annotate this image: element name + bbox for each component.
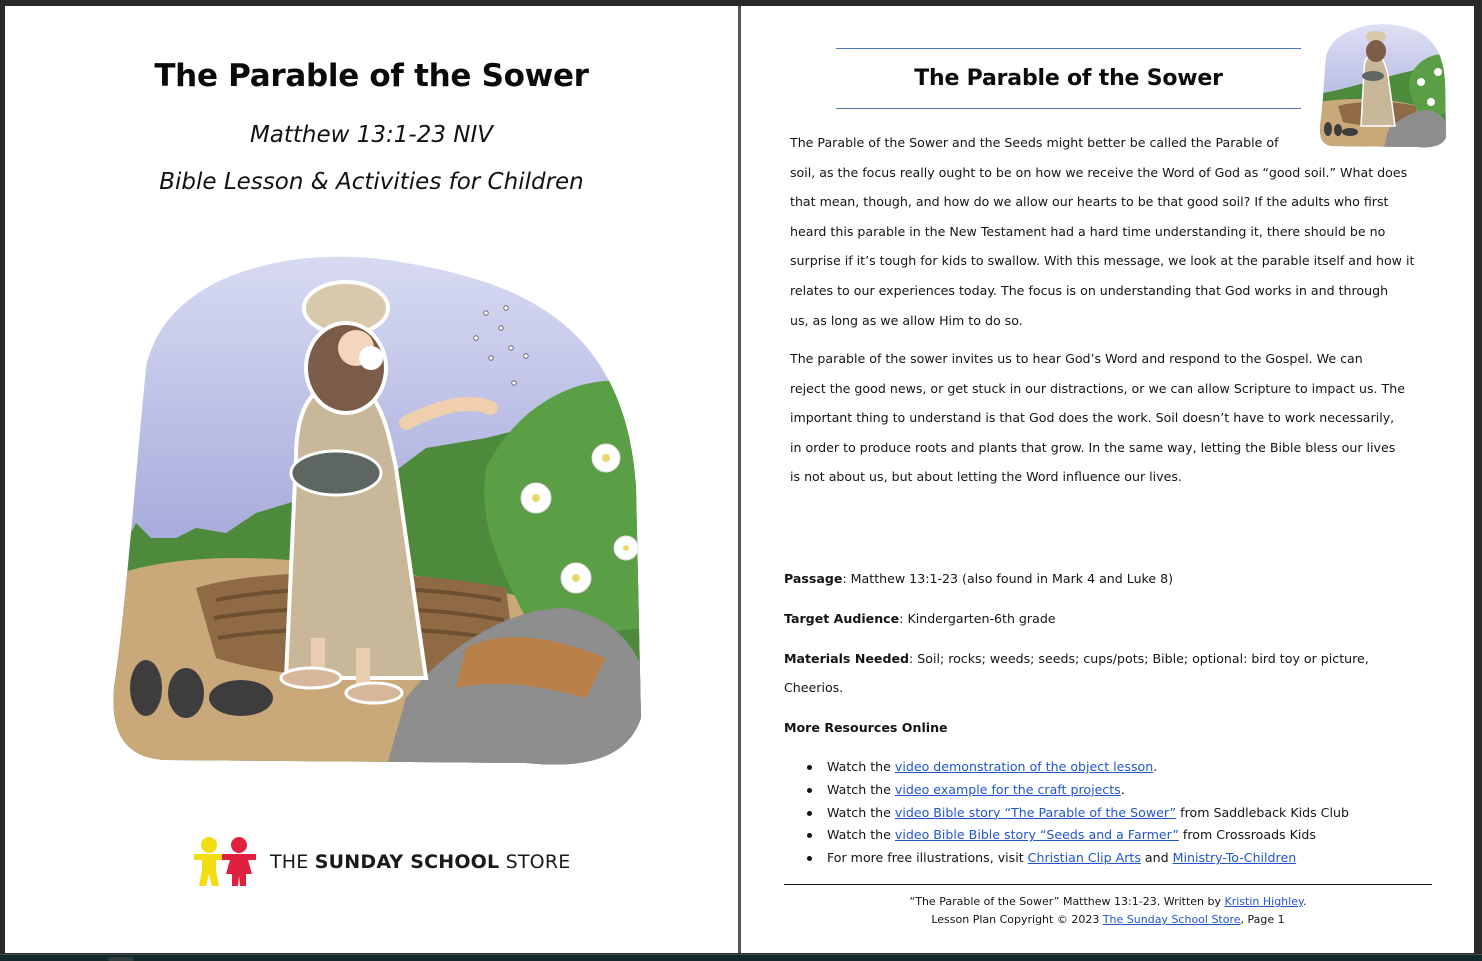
footer-credit: “The Parable of the Sower” Matthew 13:1-23. Written by Kristin Highley. [909,895,1307,908]
sower-illustration [106,248,646,768]
title-rule-top [836,48,1301,49]
resources-heading: More Resources Online [784,720,948,735]
author-link[interactable]: Kristin Highley [1224,895,1303,908]
target-audience-info: Target Audience: Kindergarten-6th grade [784,611,1056,626]
second-paragraph: The parable of the sower invites us to hear God’s Word and respond to the Gospel. We can reject the good news, or get stuck in our distractions, or we can allow Scripture to impact us. The important thing to understand is that God does the work. Soil doesn’t have to work necessarily, in order to produce roots and plants that grow. In the same way, letting the Bible bless our lives is not about us, but about letting the Word influence our lives. [790,351,1405,485]
crossroads-video-link[interactable]: video Bible Bible story “Seeds and a Farmer” [894,827,1179,843]
passage-info: Passage: Matthew 13:1-23 (also found in Mark 4 and Luke 8) [784,571,1174,586]
title-rule-bottom [836,108,1301,109]
resource-item: Watch the video example for the craft projects. [807,781,1349,804]
resource-item: For more free illustrations, visit Christian Clip Arts and Ministry-To-Children [807,849,1349,872]
materials-needed-info: Materials Needed: Soil; rocks; weeds; seeds; cups/pots; Bible; optional: bird toy or picture, [784,651,1369,666]
resource-item: Watch the video demonstration of the object lesson. [807,758,1349,781]
intro-paragraph: The Parable of the Sower and the Seeds might better be called the Parable of soil, as the focus really ought to be on how we receive the Word of God as “good soil.” What does that mean, though, and how do we allow our hearts to be that good soil? If the adults who first heard this parable in the New Testament had a hard time understanding it, there should be no surprise if it’s tough for kids to swallow. With this message, we look at the parable itself and how it relates to our experiences today. The focus is on understanding that God works in and through us, as long as we allow Him to do so. [790,135,1415,328]
craft-projects-video-link[interactable]: video example for the craft projects [894,781,1121,797]
resource-item: Watch the video Bible Bible story “Seeds and a Farmer” from Crossroads Kids [807,826,1349,849]
logo-wordmark: THE SUNDAY SCHOOL STORE [270,851,571,873]
lesson-page [741,6,1474,953]
cover-scripture-reference: Matthew 13:1-23 NIV [249,122,494,148]
ministry-to-children-link[interactable]: Ministry-To-Children [1172,850,1297,866]
children-figures-icon [188,836,264,888]
lesson-title: The Parable of the Sower [914,66,1223,91]
sunday-school-store-logo [188,834,588,890]
scroll-handle[interactable] [108,957,134,961]
cover-page [5,6,738,953]
footer-copyright: Lesson Plan Copyright © 2023 The Sunday School Store, Page 1 [931,913,1285,926]
christian-clip-arts-link[interactable]: Christian Clip Arts [1027,850,1141,866]
store-link[interactable]: The Sunday School Store [1102,913,1241,926]
footer-rule [784,884,1432,885]
resource-item: Watch the video Bible story “The Parable of the Sower” from Saddleback Kids Club [807,804,1349,827]
cover-description: Bible Lesson & Activities for Children [159,169,584,195]
materials-needed-continued: Cheerios. [784,680,844,695]
saddleback-video-link[interactable]: video Bible story “The Parable of the Sower” [894,804,1177,820]
cover-title: The Parable of the Sower [154,58,589,94]
resources-list [807,758,1349,872]
object-lesson-video-link[interactable]: video demonstration of the object lesson [894,759,1154,774]
viewer-bottom-bar [0,954,1482,961]
